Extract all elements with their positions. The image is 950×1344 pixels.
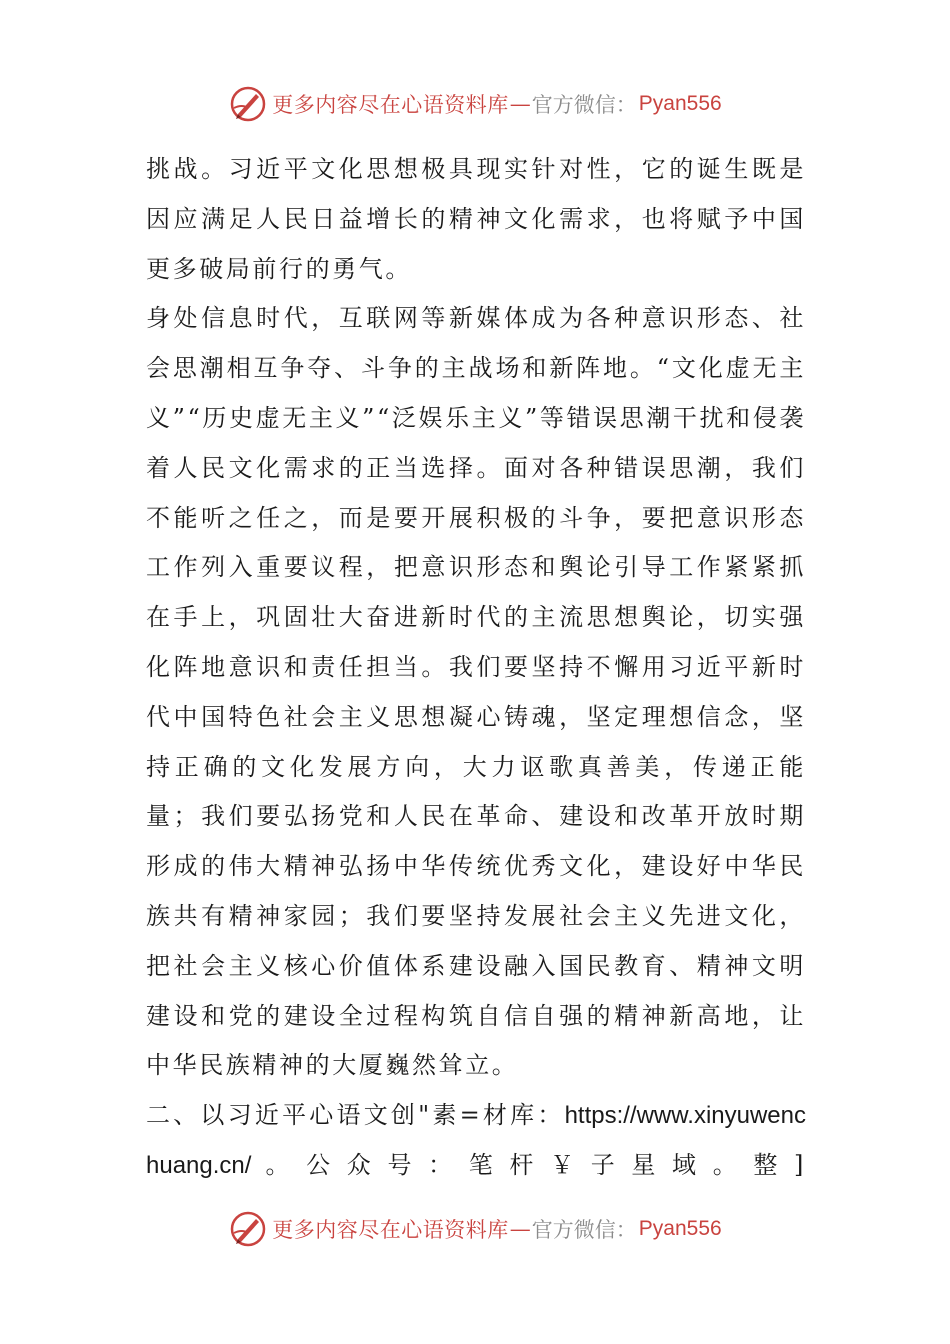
paragraph-3-prefix: 二、以习近平心语文创"素=材库： [146,1101,565,1130]
paragraph-2: 身处信息时代，互联网等新媒体成为各种意识形态、社会思潮相互争夺、斗争的主战场和新阵地。“文化虚无主义”“历史虚无主义”“泛娱乐主义”等错误思潮干扰和侵袭着人民文化需求的正当选择。面对各种错误思潮，我们不能听之任之，而是要开展积极的斗争，要把意识形态工作列入重要议程，把意识形态和舆论引导工作紧紧抓在手上，巩固壮大奋进新时代的主流思想舆论，切实强化阵地意识和责任担当。我们要坚持不懈用习近平新时代中国特色社会主义思想凝心铸魂，坚定理想信念，坚持正确的文化发展方向，大力讴歌真善美，传递正能量；我们要弘扬党和人民在革命、建设和改革开放时期形成的伟大精神弘扬中华传统优秀文化，建设好中华民族共有精神家园；我们要坚持发展社会主义先进文化，把社会主义核心价值体系建设融入国民教育、精神文明建设和党的建设全过程构筑自信自强的精神新高地，让中华民族精神的大厦巍然耸立。 [146,304,806,1080]
banner-main-text: 更多内容尽在心语资料库 [272,93,509,117]
banner-official-label: 官方微信： [531,1218,637,1242]
paragraph-3 [146,1091,806,1191]
banner-official-label: 官方微信： [531,93,637,117]
banner-dash: — [509,92,531,116]
banner-wechat-id: Pyan556 [638,92,722,115]
source-url-link[interactable]: https://www.xinyuwenchuang.cn/ [146,1102,806,1179]
paragraph-3-suffix: 。公众号：笔杆￥子星域。整] [251,1150,806,1179]
header-banner [0,82,950,126]
banner-dash: — [509,1217,531,1241]
banner-wechat-id: Pyan556 [638,1217,722,1240]
paragraph-1: 挑战。习近平文化思想极具现实针对性，它的诞生既是因应满足人民日益增长的精神文化需求，也将赋予中国更多破局前行的勇气。 [146,155,806,283]
banner-main-text: 更多内容尽在心语资料库 [272,1218,509,1242]
footer-banner [0,1207,950,1251]
pen-logo-icon [228,84,268,124]
pen-logo-icon [228,1209,268,1249]
document-body [146,145,806,1191]
